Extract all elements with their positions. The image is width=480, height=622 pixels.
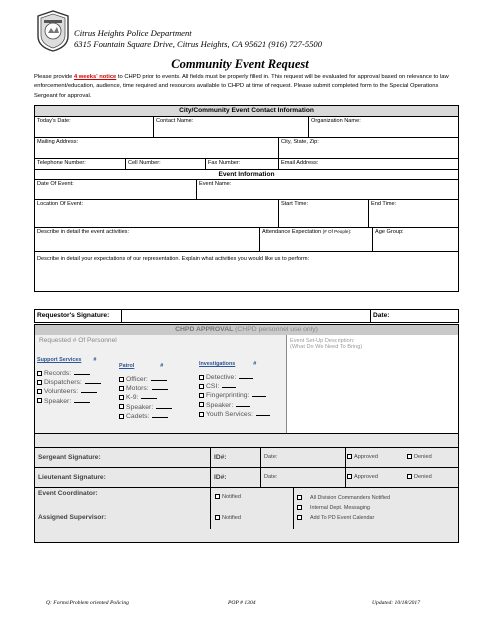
police-seal-icon xyxy=(34,10,72,52)
lieutenant-date-field[interactable]: Date: xyxy=(264,474,278,480)
support-personnel-item[interactable]: Volunteers: xyxy=(37,387,117,396)
age-group-field[interactable]: Age Group: xyxy=(372,228,458,251)
sergeant-denied-checkbox[interactable]: Denied xyxy=(407,454,432,460)
fax-number-field[interactable]: Fax Number: xyxy=(205,159,278,169)
department-name: Citrus Heights Police Department xyxy=(74,28,192,38)
sergeant-approved-checkbox[interactable]: Approved xyxy=(347,454,378,460)
patrol-personnel-item[interactable]: Motors: xyxy=(119,384,199,393)
page-title: Community Event Request xyxy=(171,57,309,71)
internal-messaging-checkbox[interactable]: Internal Dept. Messaging xyxy=(297,503,390,513)
telephone-field[interactable]: Telephone Number: xyxy=(37,160,86,166)
investigations-personnel-item[interactable]: Speaker: xyxy=(199,401,285,410)
expectations-field[interactable]: Describe in detail your expectations of our representation. Explain what activities you would like us to perform: xyxy=(37,256,310,262)
notice-highlight: 4 weeks' notice xyxy=(73,74,117,80)
support-services-title: Support Services xyxy=(37,357,82,363)
lieutenant-row xyxy=(34,467,459,488)
support-personnel-item[interactable]: Speaker: xyxy=(37,397,117,406)
event-section-heading: Event Information xyxy=(218,171,275,178)
event-location-field[interactable]: Location Of Event: xyxy=(37,201,84,207)
bottom-spacer-row xyxy=(34,529,459,543)
event-date-field[interactable]: Date Of Event: xyxy=(37,181,74,187)
lieutenant-denied-checkbox[interactable]: Denied xyxy=(407,474,432,480)
contact-section-heading: City/Community Event Contact Information xyxy=(179,107,314,114)
investigations-personnel-item[interactable]: Detective: xyxy=(199,373,285,382)
investigations-title: Investigations xyxy=(199,361,236,367)
organization-name-field[interactable]: Organization Name: xyxy=(308,117,458,137)
support-personnel-item[interactable]: Dispatchers: xyxy=(37,378,117,387)
footer-updated: Updated: 10/18/2017 xyxy=(372,600,421,606)
approval-section xyxy=(34,324,459,434)
setup-description-field[interactable]: Event Set-Up Description: (What Do We Need To Bring) xyxy=(287,335,458,433)
requested-personnel-label: Requested # Of Personnel xyxy=(39,337,117,344)
sergeant-signature-label: Sergeant Signature: xyxy=(38,454,101,461)
contact-name-field[interactable]: Contact Name: xyxy=(153,117,308,137)
requestor-signature-row xyxy=(34,309,459,323)
event-calendar-checkbox[interactable]: Add To PD Event Calendar xyxy=(297,513,390,523)
requestor-signature-field[interactable] xyxy=(121,310,370,322)
lieutenant-id-field[interactable]: ID#: xyxy=(214,474,227,481)
investigations-personnel-item[interactable]: CSI: xyxy=(199,382,285,391)
patrol-title: Patrol xyxy=(119,363,135,369)
personnel-panel: Requested # Of Personnel Support Services # Records: Dispatchers: Volunteers: Speaker: Patrol # Officer: Motors: K-9: Speaker: Cadets: Investigations # Detective: CSI: Fingerprinting: Speaker: Youth Services: xyxy=(35,335,287,433)
event-activities-field[interactable]: Describe in detail the event activities: xyxy=(37,229,130,235)
start-time-field[interactable]: Start Time: xyxy=(278,200,368,227)
requestor-signature-label: Requestor's Signature: xyxy=(37,312,110,319)
email-field[interactable]: Email Address: xyxy=(278,159,458,169)
footer-path: Q: Forms\Problem oriented Policing xyxy=(46,600,129,606)
event-name-field[interactable]: Event Name: xyxy=(196,180,458,199)
sergeant-id-field[interactable]: ID#: xyxy=(214,454,227,461)
support-personnel-item[interactable]: Records: xyxy=(37,369,117,378)
department-address: 6315 Fountain Square Drive, Citrus Heights, CA 95621 (916) 727-5500 xyxy=(74,39,323,49)
page-header xyxy=(34,10,454,54)
assigned-supervisor-label: Assigned Supervisor: xyxy=(38,514,107,521)
all-division-checkbox[interactable]: All Division Commanders Notified xyxy=(297,493,390,503)
city-state-zip-field[interactable]: City, State, Zip: xyxy=(278,138,458,158)
approval-heading: CHPD APPROVAL (CHPD personnel use only) xyxy=(35,325,458,335)
investigations-personnel-item[interactable]: Youth Services: xyxy=(199,410,285,419)
sergeant-row xyxy=(34,447,459,468)
lieutenant-approved-checkbox[interactable]: Approved xyxy=(347,474,378,480)
intro-text: Please provide 4 weeks' notice to CHPD prior to events. All fields must be properly filled in. This request will be evaluated for approval based on relevance to law enforcement/education, audience, time required and resources available to CHPD at time of request. Please submit completed form to the Special Operations Sergeant for approval. xyxy=(34,74,449,99)
requestor-date-field[interactable]: Date: xyxy=(370,310,458,322)
end-time-field[interactable]: End Time: xyxy=(368,200,458,227)
todays-date-field[interactable]: Today's Date: xyxy=(37,118,71,124)
coordinator-block xyxy=(34,487,459,530)
patrol-personnel-item[interactable]: Cadets: xyxy=(119,412,199,421)
mailing-address-field[interactable]: Mailing Address: xyxy=(37,139,79,145)
investigations-personnel-item[interactable]: Fingerprinting: xyxy=(199,391,285,400)
sergeant-date-field[interactable]: Date: xyxy=(264,454,278,460)
patrol-personnel-item[interactable]: Speaker: xyxy=(119,403,199,412)
event-coordinator-label: Event Coordinator: xyxy=(38,490,98,497)
cell-number-field[interactable]: Cell Number: xyxy=(125,159,205,169)
supervisor-notified-checkbox[interactable]: Notified xyxy=(215,515,241,521)
footer-form-number: POP # 1304 xyxy=(228,600,256,606)
patrol-personnel-item[interactable]: Officer: xyxy=(119,375,199,384)
attendance-field[interactable]: Attendance Expectation (# Of People): xyxy=(259,228,372,251)
coordinator-notified-checkbox[interactable]: Notified xyxy=(215,494,241,500)
spacer-row xyxy=(34,434,459,448)
patrol-personnel-item[interactable]: K-9: xyxy=(119,393,199,402)
lieutenant-signature-label: Lieutenant Signature: xyxy=(38,474,106,481)
event-form-table xyxy=(34,105,459,292)
